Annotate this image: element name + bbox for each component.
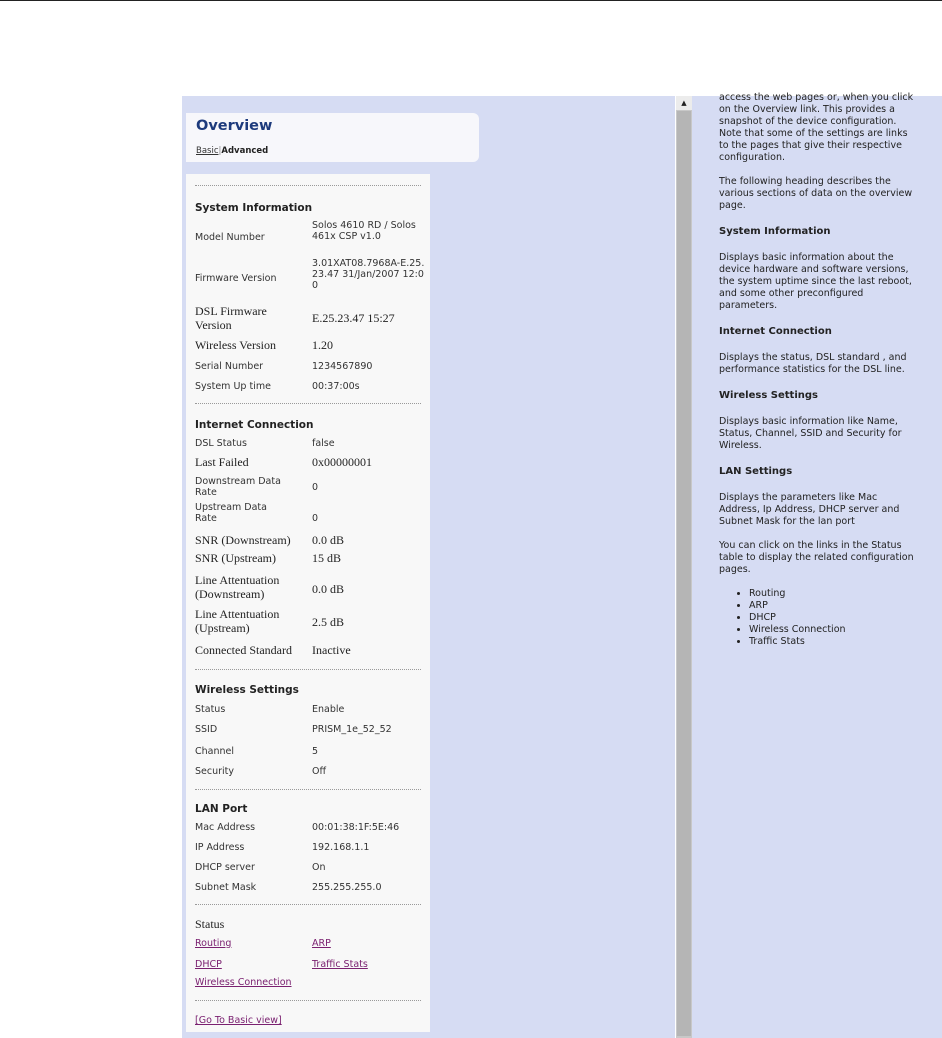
subnet-mask-label: Subnet Mask (195, 882, 257, 893)
connected-standard-label: Connected Standard (195, 643, 292, 657)
overview-panel (186, 174, 430, 1032)
wireless-status-value: Enable (312, 704, 345, 715)
wireless-status-label: Status (195, 704, 226, 715)
last-failed-value: 0x00000001 (312, 455, 372, 469)
channel-value: 5 (312, 746, 319, 757)
help-click-text: You can click on the links in the Status table to display the related configuration pages. (719, 540, 914, 575)
help-wireless-heading: Wireless Settings (719, 390, 818, 401)
dsl-firmware-label: DSL Firmware Version (195, 304, 267, 332)
traffic-stats-link[interactable]: Traffic Stats (312, 959, 368, 970)
snr-upstream-label: SNR (Upstream) (195, 551, 276, 565)
mac-address-label: Mac Address (195, 822, 256, 833)
help-list-item-arp: • ARP (749, 600, 919, 612)
go-to-basic-view-link[interactable]: [Go To Basic view] (195, 1015, 282, 1026)
top-border-line (0, 0, 942, 1)
arp-link[interactable]: ARP (312, 938, 331, 949)
dhcp-server-value: On (312, 862, 326, 873)
wireless-version-value: 1.20 (312, 338, 333, 352)
help-lan-heading: LAN Settings (719, 466, 793, 477)
view-switcher (196, 146, 268, 156)
divider (195, 904, 421, 905)
help-list-item-wireless-connection: • Wireless Connection (749, 624, 919, 636)
help-system-text: Displays basic information about the device hardware and software versions, the system uptime since the last reboot, and some other preconfigured parameters. (719, 252, 912, 311)
system-uptime-value: 00:37:00s (312, 381, 360, 392)
help-wireless-text: Displays basic information like Name, Status, Channel, SSID and Security for Wireless. (719, 416, 902, 451)
page-header (186, 113, 479, 162)
wireless-settings-heading: Wireless Settings (195, 684, 299, 696)
firmware-version-label: Firmware Version (195, 273, 277, 284)
downstream-rate-label: Downstream Data Rate (195, 476, 281, 498)
divider (195, 1000, 421, 1001)
last-failed-label: Last Failed (195, 455, 249, 469)
help-list-item-routing: • Routing (749, 588, 919, 600)
model-number-value: Solos 4610 RD / Solos 461x CSP v1.0 (312, 220, 416, 242)
ssid-value: PRISM_1e_52_52 (312, 724, 392, 735)
serial-number-label: Serial Number (195, 361, 264, 372)
divider (195, 789, 421, 790)
help-list-item-traffic-stats: • Traffic Stats (749, 636, 919, 648)
dsl-firmware-value: E.25.23.47 15:27 (312, 311, 395, 325)
help-link-list (719, 588, 919, 648)
ip-address-value: 192.168.1.1 (312, 842, 370, 853)
wireless-version-label: Wireless Version (195, 338, 276, 352)
channel-label: Channel (195, 746, 235, 757)
security-label: Security (195, 766, 235, 777)
lan-port-heading: LAN Port (195, 803, 248, 815)
system-uptime-label: System Up time (195, 381, 271, 392)
help-lan-text: Displays the parameters like Mac Address, Ip Address, DHCP server and Subnet Mask for the lan port (719, 492, 900, 527)
system-info-heading: System Information (195, 202, 313, 214)
divider (195, 403, 421, 404)
mac-address-value: 00:01:38:1F:5E:46 (312, 822, 400, 833)
scroll-thumb[interactable] (677, 111, 691, 1036)
help-system-heading: System Information (719, 226, 831, 237)
line-attenuation-up-value: 2.5 dB (312, 615, 345, 629)
scroll-up-arrow-icon[interactable]: ▲ (676, 96, 692, 110)
help-content (719, 92, 919, 648)
status-heading: Status (195, 917, 225, 931)
snr-downstream-label: SNR (Downstream) (195, 533, 291, 547)
snr-downstream-value: 0.0 dB (312, 533, 345, 547)
line-attenuation-up-label: Line Attentuation (Upstream) (195, 607, 280, 635)
upstream-rate-value: 0 (312, 513, 319, 524)
help-internet-text: Displays the status, DSL standard , and performance statistics for the DSL line. (719, 352, 907, 375)
dsl-status-value: false (312, 438, 335, 449)
ip-address-label: IP Address (195, 842, 245, 853)
routing-link[interactable]: Routing (195, 938, 232, 949)
connected-standard-value: Inactive (312, 643, 351, 657)
dsl-status-label: DSL Status (195, 438, 247, 449)
vertical-scrollbar[interactable] (676, 96, 692, 1038)
ssid-label: SSID (195, 724, 218, 735)
divider (195, 185, 421, 186)
basic-view-tab[interactable]: Basic (196, 146, 219, 156)
help-following: The following heading describes the various sections of data on the overview page. (719, 176, 913, 211)
snr-upstream-value: 15 dB (312, 551, 342, 565)
downstream-rate-value: 0 (312, 482, 319, 493)
help-intro: access the web pages or, when you click on the Overview link. This provides a snapshot of the device configuration. Note that some of the settings are links to the pages that give their respective configuration. (719, 92, 914, 163)
model-number-label: Model Number (195, 232, 265, 243)
help-internet-heading: Internet Connection (719, 326, 832, 337)
page-title: Overview (196, 118, 273, 134)
upstream-rate-label: Upstream Data Rate (195, 502, 267, 524)
line-attenuation-down-label: Line Attentuation (Downstream) (195, 573, 280, 601)
line-attenuation-down-value: 0.0 dB (312, 582, 345, 596)
security-value: Off (312, 766, 327, 777)
help-list-item-dhcp: • DHCP (749, 612, 919, 624)
nav-separator: | (218, 146, 222, 156)
dhcp-server-label: DHCP server (195, 862, 255, 873)
firmware-version-value: 3.01XAT08.7968A-E.25.23.47 31/Jan/2007 12:00 (312, 258, 425, 291)
dhcp-link[interactable]: DHCP (195, 959, 222, 970)
divider (195, 669, 421, 670)
subnet-mask-value: 255.255.255.0 (312, 882, 382, 893)
advanced-view-tab[interactable]: Advanced (221, 146, 269, 156)
internet-connection-heading: Internet Connection (195, 419, 314, 431)
wireless-connection-link[interactable]: Wireless Connection (195, 977, 292, 988)
serial-number-value: 1234567890 (312, 361, 373, 372)
